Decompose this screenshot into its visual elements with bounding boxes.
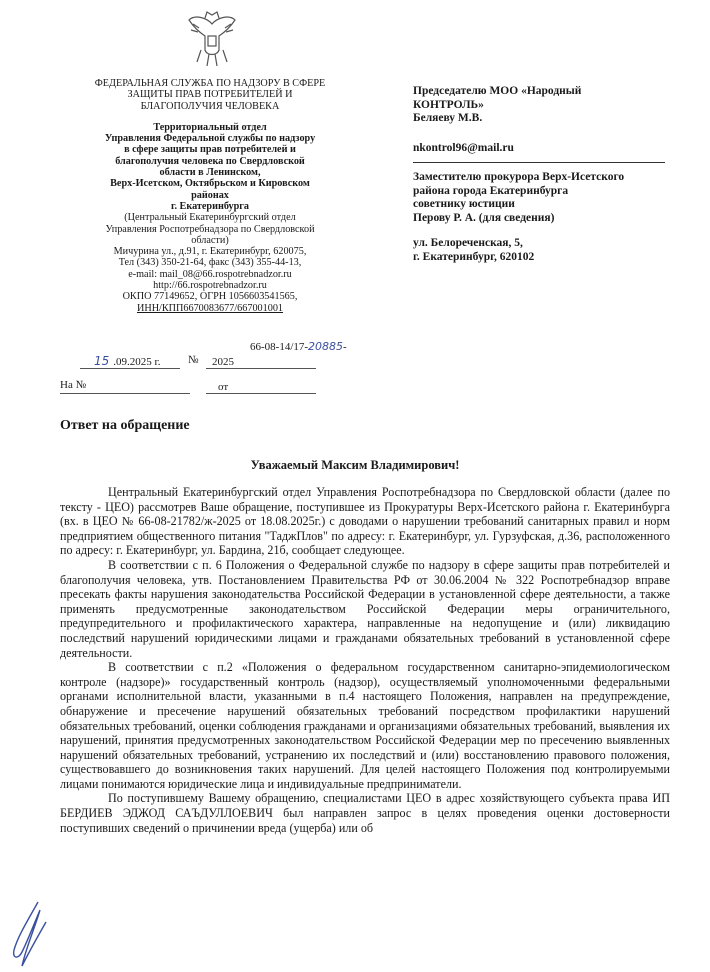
website-line: http://66.rospotrebnadzor.ru	[153, 280, 267, 292]
short-name-line: области)	[191, 234, 229, 246]
recipient-line: района города Екатеринбурга	[413, 184, 569, 197]
department-name-line: в сфере защиты прав потребителей и	[124, 144, 296, 156]
department-name-line: области в Ленинском,	[159, 167, 261, 179]
signature-mark	[8, 900, 52, 972]
recipient-separator	[413, 162, 665, 163]
body-paragraph: В соответствии с п.2 «Положения о федеральном государственном санитарно-эпидемиологическом контроле (надзоре)» государственный контроль (надзор), осуществляемый уполномоченными федеральными органами исполнительной власти, указанными в п.4 настоящего Положения, направлен на предупреждение, обнаружение и пресечение нарушений обязательных требований посредством профилактики нарушений обязательных требований, оценки соблюдения гражданами и организациями обязательных требований, выявления их нарушений, принятия предусмотренных законодательством Российской Федерации мер по пресечению выявленных нарушений обязательных требований, устранению их последствий и (или) восстановлению правового положения, существовавшего до возникновения таких нарушений. Для целей настоящего Положения под контролируемыми лицами понимаются юридические лица и индивидуальные предприниматели.	[60, 660, 670, 791]
sender-block	[70, 78, 350, 314]
handwritten-number: 20885	[308, 340, 344, 353]
letter-body	[60, 485, 670, 835]
phone-line: Тел (343) 350-21-64, факс (343) 355-44-13,	[118, 257, 302, 269]
recipient-address: г. Екатеринбург, 620102	[413, 250, 535, 263]
recipient-line: советнику юстиции	[413, 198, 515, 210]
department-name-line: Управления Федеральной службы по надзору	[104, 133, 316, 145]
inn-kpp-line: ИНН/КПП6670083677/667001001	[136, 302, 284, 314]
address-line: Мичурина ул., д.91, г. Екатеринбург, 620075,	[113, 246, 307, 258]
number-sign: №	[188, 354, 199, 366]
recipient-line: Заместителю прокурора Верх-Исетского	[413, 171, 625, 183]
department-name-line: г. Екатеринбурга	[170, 200, 250, 212]
registration-number: 66-08-14/17-20885-	[250, 340, 347, 353]
agency-name-line: БЛАГОПОЛУЧИЯ ЧЕЛОВЕКА	[140, 100, 280, 112]
agency-name-line: ЗАЩИТЫ ПРАВ ПОТРЕБИТЕЛЕЙ И	[127, 89, 293, 101]
recipient-line: Перову Р. А. (для сведения)	[413, 211, 555, 224]
department-name-line: благополучия человека по Свердловской	[115, 155, 305, 167]
agency-name-line: ФЕДЕРАЛЬНАЯ СЛУЖБА ПО НАДЗОРУ В СФЕРЕ	[94, 78, 326, 89]
date-underline	[80, 368, 180, 369]
short-name-line: Управления Роспотребнадзора по Свердловской	[105, 223, 315, 235]
recipient-line: Председателю МОО «Народный	[413, 85, 582, 97]
department-name-line: Верх-Исетском, Октябрьском и Кировском	[110, 178, 310, 190]
document-heading: Ответ на обращение	[60, 418, 190, 433]
registration-year: 2025	[212, 356, 234, 368]
handwritten-day: 15	[94, 354, 110, 368]
recipient-email: nkontrol96@mail.ru	[413, 141, 514, 154]
okpo-ogrn-line: ОКПО 77149652, ОГРН 1056603541565,	[122, 291, 298, 303]
date-text: .09.2025 г.	[113, 356, 161, 368]
incoming-number-underline	[60, 393, 190, 394]
coat-of-arms-emblem	[185, 10, 239, 70]
incoming-number-label: На №	[60, 379, 87, 391]
body-paragraph: По поступившему Вашему обращению, специалистами ЦЕО в адрес хозяйствующего субъекта права ИП БЕРДИЕВ ЭДЖОД САЪДУЛЛОЕВИЧ был направлен запрос в целях проведения оценки достоверности поступивших сведений о причинении вреда (ущерба) или об	[60, 791, 670, 835]
body-paragraph: Центральный Екатеринбургский отдел Управления Роспотребнадзора по Свердловской области (далее по тексту - ЦЕО) рассмотрев Ваше обращение, поступившее из Прокуратуры Верх-Исетского района г. Екатеринбурга (вх. в ЦЕО № 66-08-21782/ж-2025 от 18.08.2025г.) с доводами о нарушении требований санитарных правил и норм предприятием общественного питания "ТаджПлов" по адресу: г. Екатеринбург, ул. Гурзуфская, д.36, расположенного по адресу: г. Екатеринбург, ул. Бардина, 21б, сообщает следующее.	[60, 485, 670, 558]
department-name-line: Территориальный отдел	[153, 121, 267, 133]
from-underline	[206, 393, 316, 394]
department-name-line: районах	[191, 189, 229, 201]
body-paragraph: В соответствии с п. 6 Положения о Федеральной службе по надзору в сфере защиты прав потребителей и благополучия человека, утв. Постановлением Правительства РФ от 30.06.2004 № 322 Роспотребнадзор вправе пресекать факты нарушения законодательства Российской Федерации в установленной сфере деятельности, а также применять предусмотренные законодательством Российской Федерации меры ограничительного, предупредительного и профилактического характера, направленные на недопущение и (или) ликвидацию последствий нарушений юридическими лицами и гражданами обязательных требований в установленной сфере деятельности.	[60, 557, 670, 660]
salutation: Уважаемый Максим Владимирович!	[250, 458, 460, 472]
recipient-line: КОНТРОЛЬ»	[413, 98, 484, 111]
email-line: e-mail: mail_08@66.rospotrebnadzor.ru	[128, 268, 292, 280]
number-underline	[206, 368, 316, 369]
recipient-block	[413, 85, 673, 264]
short-name-line: (Центральный Екатеринбургский отдел	[124, 212, 296, 224]
from-label: от	[218, 381, 229, 393]
recipient-address: ул. Белореченская, 5,	[413, 237, 523, 249]
recipient-line: Беляеву М.В.	[413, 112, 483, 124]
